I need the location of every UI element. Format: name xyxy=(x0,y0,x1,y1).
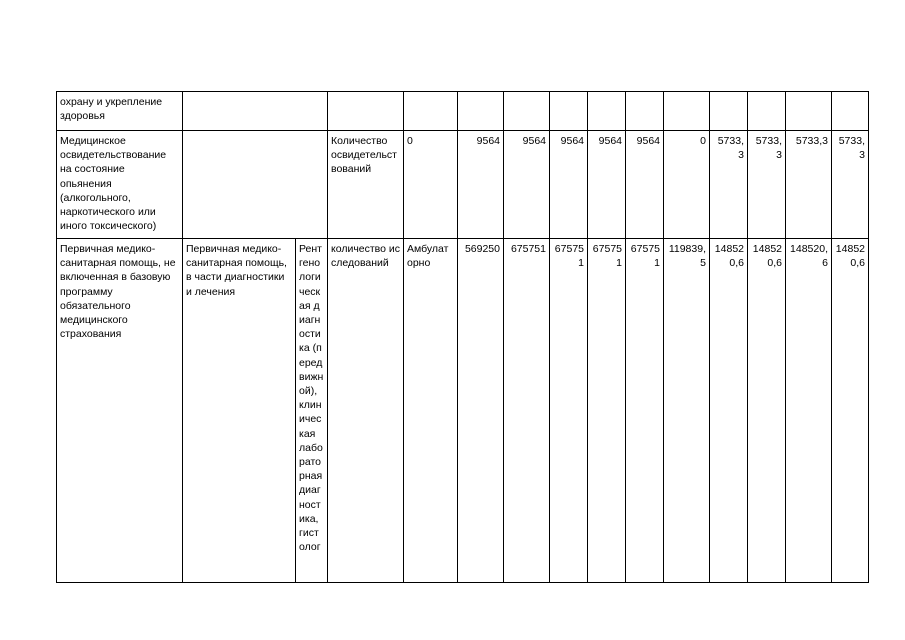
row2-value-cell: 9564 xyxy=(458,131,504,239)
row3-unit-cell: количество исследований xyxy=(328,239,404,583)
services-table xyxy=(56,91,869,583)
row1-empty-cell xyxy=(458,92,504,131)
row3-name-cell: Первичная медико-санитарная помощь, не включенная в базовую программу обязательного медицинского страхования xyxy=(57,239,183,583)
row3-value-cell: 675751 xyxy=(550,239,588,583)
row3-condition-cell: Амбулаторно xyxy=(404,239,458,583)
row3-value-cell: 569250 xyxy=(458,239,504,583)
row3-diagnostics-cell: Рентгенологическая диагностика (передвижной), клиническая лабораторная диагностика, гистолог xyxy=(296,239,328,583)
row2-value-cell: 9564 xyxy=(504,131,550,239)
row1-empty-cell xyxy=(404,92,458,131)
row1-empty-cell xyxy=(328,92,404,131)
row2-value-cell: 5733,3 xyxy=(786,131,832,239)
row3-value-cell: 148520,6 xyxy=(710,239,748,583)
row2-empty-cell xyxy=(183,131,328,239)
row1-empty-cell xyxy=(588,92,626,131)
row2-value-cell: 0 xyxy=(664,131,710,239)
row1-empty-cell xyxy=(664,92,710,131)
row1-empty-cell xyxy=(786,92,832,131)
row2-value-cell: 5733,3 xyxy=(710,131,748,239)
row3-value-cell: 148520,6 xyxy=(832,239,869,583)
table-row xyxy=(57,239,869,583)
row1-name-cell: охрану и укрепление здоровья xyxy=(57,92,183,131)
row1-empty-cell xyxy=(504,92,550,131)
row1-empty-cell xyxy=(710,92,748,131)
row2-value-cell: 5733,3 xyxy=(832,131,869,239)
row3-value-cell: 675751 xyxy=(588,239,626,583)
row2-condition-cell: 0 xyxy=(404,131,458,239)
row1-empty-cell xyxy=(183,92,328,131)
row1-empty-cell xyxy=(550,92,588,131)
row3-value-cell: 148520,6 xyxy=(748,239,786,583)
row2-value-cell: 9564 xyxy=(588,131,626,239)
row3-value-cell: 119839,5 xyxy=(664,239,710,583)
row3-service-cell: Первичная медико-санитарная помощь, в части диагностики и лечения xyxy=(183,239,296,583)
row3-value-cell: 148520,6 xyxy=(786,239,832,583)
row1-empty-cell xyxy=(748,92,786,131)
row2-unit-cell: Количество освидетельствований xyxy=(328,131,404,239)
row1-empty-cell xyxy=(832,92,869,131)
row3-value-cell: 675751 xyxy=(626,239,664,583)
row2-value-cell: 9564 xyxy=(550,131,588,239)
row2-value-cell: 9564 xyxy=(626,131,664,239)
table-row xyxy=(57,131,869,239)
row2-value-cell: 5733,3 xyxy=(748,131,786,239)
row3-value-cell: 675751 xyxy=(504,239,550,583)
table-row xyxy=(57,92,869,131)
row1-empty-cell xyxy=(626,92,664,131)
row2-name-cell: Медицинское освидетельствование на состояние опьянения (алкогольного, наркотического или иного токсического) xyxy=(57,131,183,239)
